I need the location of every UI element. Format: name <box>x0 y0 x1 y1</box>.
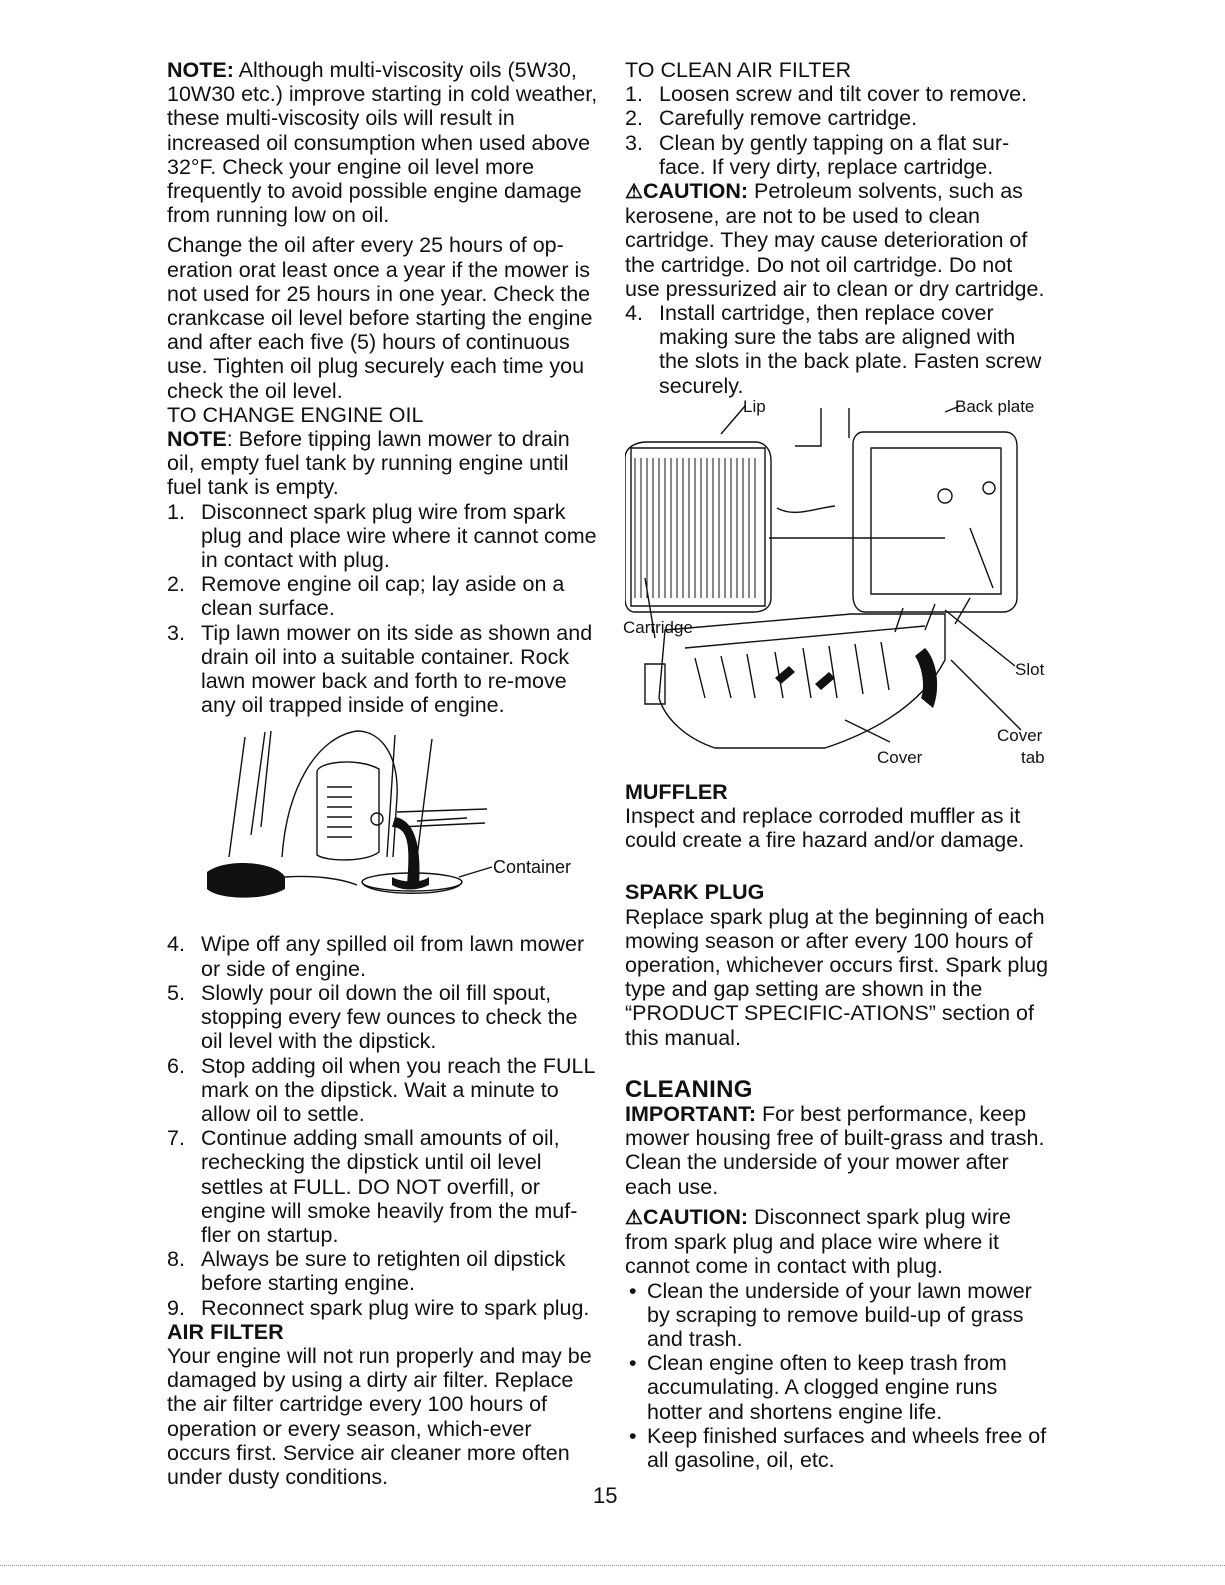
warning-icon: ⚠ <box>625 181 643 204</box>
cover-label: Cover <box>877 747 923 767</box>
caution-label <box>625 1205 748 1229</box>
air-filter-heading: AIR FILTER <box>167 1319 284 1344</box>
caution-paragraph <box>625 1205 1050 1279</box>
step-number: 5. <box>167 980 185 1005</box>
oil-change-paragraph: Change the oil after every 25 hours of op-eration orat least once a year if the mower is not used for 25 hours in one year. Check the crankcase oil level before starting the engine and after each five (5) hours of continuous use. Tighten oil plug securely each time you check the oil level. <box>167 233 593 403</box>
bullet-text: Clean engine often to keep trash from accumulating. A clogged engine runs hotter and shortens engine life. <box>647 1351 1007 1424</box>
step-number: 4. <box>167 932 185 957</box>
spark-plug-heading: SPARK PLUG <box>625 880 765 905</box>
oil-note <box>167 58 599 227</box>
step-number: 2. <box>625 106 643 131</box>
step-text: Clean by gently tapping on a flat sur-face. If very dirty, replace cartridge. <box>659 130 1010 179</box>
clean-filter-steps-a <box>625 82 1050 179</box>
air-filter-paragraph: Your engine will not run properly and may be damaged by using a dirty air filter. Replace the air filter cartridge every 100 hours of operation or every season, which-ever occurs first. Service air cleaner more often under dusty conditions. <box>167 1343 592 1489</box>
list-item <box>625 301 1050 398</box>
change-oil-heading: TO CHANGE ENGINE OIL <box>167 402 424 427</box>
page-number: 15 <box>593 1483 618 1508</box>
step-text: Slowly pour oil down the oil fill spout, stopping every few ounces to check the oil level with the dipstick. <box>201 980 578 1054</box>
list-item <box>625 82 1050 106</box>
oil-drain-figure <box>167 717 599 932</box>
list-item <box>167 981 599 1054</box>
important-text: For best performance, keep mower housing free of built-grass and trash. Clean the underside of your mower after each use. <box>625 1102 1045 1199</box>
muffler-heading: MUFFLER <box>625 779 728 804</box>
step-number: 1. <box>167 499 185 524</box>
page-bottom-divider <box>0 1565 1225 1566</box>
step-number: 1. <box>625 82 643 107</box>
step-number: 3. <box>167 620 185 645</box>
step-text: Tip lawn mower on its side as shown and drain oil into a suitable container. Rock lawn mower back and forth to re-move any oil trapped inside of engine. <box>201 620 593 718</box>
right-column <box>625 58 1050 1472</box>
list-item <box>625 1424 1050 1472</box>
list-item <box>625 1351 1050 1424</box>
slot-label: Slot <box>1015 659 1045 679</box>
step-text: Reconnect spark plug wire to spark plug. <box>201 1295 590 1320</box>
change-oil-steps-a <box>167 500 599 718</box>
step-text: Always be sure to retighten oil dipstick before starting engine. <box>201 1247 566 1296</box>
air-filter-figure <box>625 398 1050 780</box>
step-text: Remove engine oil cap; lay aside on a clean surface. <box>201 572 565 621</box>
step-text: Stop adding oil when you reach the FULL mark on the dipstick. Wait a minute to allow oil to settle. <box>201 1053 595 1126</box>
bullet-icon: • <box>629 1278 637 1303</box>
step-number: 8. <box>167 1247 185 1272</box>
cover-tab-label-line2: tab <box>1021 747 1045 767</box>
lip-label: Lip <box>743 396 766 416</box>
change-oil-steps-b <box>167 932 599 1319</box>
step-number: 2. <box>167 572 185 597</box>
oil-drain-illustration <box>167 717 599 932</box>
list-item <box>625 106 1050 130</box>
step-number: 7. <box>167 1126 185 1151</box>
cartridge-label: Cartridge <box>623 617 693 637</box>
drain-note <box>167 427 599 500</box>
cover-tab-label-line1: Cover <box>997 725 1043 745</box>
note-text: Although multi-viscosity oils (5W30, 10W30 etc.) improve starting in cold weather, these multi-viscosity oils will result in increased oil consumption when used above 32°F. Check your engine oil level more frequently to avoid possible engine damage from running low on oil. <box>167 58 598 228</box>
list-item <box>625 131 1050 179</box>
caution-text: Petroleum solvents, such as kerosene, are not to be used to clean cartridge. They may cause deterioration of the cartridge. Do not oil cartridge. Do not use pressurized air to clean or dry cartridge. <box>625 179 1045 301</box>
air-filter-illustration <box>625 398 1050 780</box>
list-item <box>167 621 599 718</box>
bullet-text: Clean the underside of your lawn mower by scraping to remove build-up of grass and trash. <box>647 1278 1032 1351</box>
list-item <box>167 932 599 980</box>
caution-text: Disconnect spark plug wire from spark plug and place wire where it cannot come in contact with plug. <box>625 1204 1011 1279</box>
list-item <box>167 572 599 620</box>
step-number: 4. <box>625 301 643 326</box>
container-label: Container <box>493 857 572 878</box>
step-text: Wipe off any spilled oil from lawn mower or side of engine. <box>201 932 585 981</box>
back-plate-label: Back plate <box>955 396 1035 416</box>
clean-air-filter-heading: TO CLEAN AIR FILTER <box>625 58 852 82</box>
step-text: Continue adding small amounts of oil, rechecking the dipstick until oil level settles at FULL. DO NOT overfill, or engine will smoke heavily from the muf-fler on startup. <box>201 1126 578 1247</box>
muffler-paragraph: Inspect and replace corroded muffler as it could create a fire hazard and/or damage. <box>625 804 1025 853</box>
bullet-text: Keep finished surfaces and wheels free of all gasoline, oil, etc. <box>647 1423 1047 1472</box>
bullet-icon: • <box>629 1423 637 1448</box>
cleaning-bullets <box>625 1279 1050 1473</box>
caution-label-text: CAUTION: <box>642 179 749 204</box>
cleaning-heading: CLEANING <box>625 1075 753 1103</box>
step-text: Carefully remove cartridge. <box>659 106 918 131</box>
warning-icon: ⚠ <box>625 1206 643 1229</box>
important-label: IMPORTANT: <box>625 1102 756 1127</box>
step-text: Disconnect spark plug wire from spark plug and place wire where it cannot come in contact with plug. <box>201 499 597 573</box>
list-item <box>625 1279 1050 1352</box>
list-item <box>167 500 599 573</box>
bullet-icon: • <box>629 1351 637 1376</box>
spark-plug-paragraph: Replace spark plug at the beginning of each mowing season or after every 100 hours of operation, whichever occurs first. Spark plug type and gap setting are shown in the “PRODUCT SPECIFIC-ATIONS” section of this manual. <box>625 904 1049 1050</box>
note-text: : Before tipping lawn mower to drain oil, empty fuel tank by running engine until fuel tank is empty. <box>167 427 570 500</box>
caution-label <box>625 179 748 203</box>
list-item <box>167 1296 599 1320</box>
list-item <box>167 1247 599 1295</box>
list-item <box>167 1054 599 1127</box>
note-label: NOTE: <box>167 58 234 82</box>
clean-filter-steps-b <box>625 301 1050 398</box>
left-column <box>167 58 599 1489</box>
step-text: Install cartridge, then replace cover making sure the tabs are aligned with the slots in the back plate. Fasten screw securely. <box>659 301 1042 398</box>
step-number: 6. <box>167 1053 185 1078</box>
note-label: NOTE <box>167 427 227 452</box>
caution-paragraph <box>625 179 1050 301</box>
step-number: 3. <box>625 130 643 155</box>
list-item <box>167 1126 599 1247</box>
step-text: Loosen screw and tilt cover to remove. <box>659 82 1028 107</box>
important-paragraph <box>625 1102 1050 1199</box>
step-number: 9. <box>167 1295 185 1320</box>
caution-label-text: CAUTION: <box>642 1204 749 1229</box>
